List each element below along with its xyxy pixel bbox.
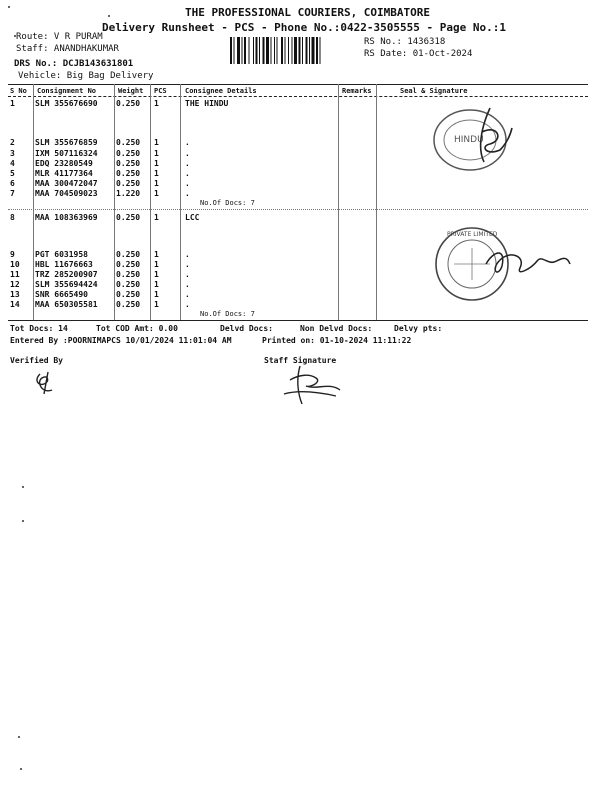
col-remarks: Remarks (342, 87, 372, 95)
total-docs: Tot Docs: 14 (10, 324, 68, 333)
table-row: 11 TRZ 285200907 0.250 1 . (10, 270, 190, 279)
runsheet-title: Delivery Runsheet - PCS - Phone No.:0422-3505555 - Page No.:1 (102, 21, 506, 34)
table-row: 5 MLR 41177364 0.250 1 . (10, 169, 190, 178)
stamp-2-text: PRIVATE LIMITED (447, 231, 498, 238)
group-doc-count: No.Of Docs: 7 (200, 199, 255, 207)
table-row: 14 MAA 650305581 0.250 1 . (10, 300, 190, 309)
table-row: 6 MAA 300472047 0.250 1 . (10, 179, 190, 188)
staff-signature (270, 360, 360, 408)
route-label: Route: V R PURAM (16, 32, 103, 42)
delivery-points: Delvy pts: (394, 324, 443, 333)
printed-on: Printed on: 01-10-2024 11:11:22 (262, 336, 412, 345)
drs-number: DRS No.: DCJB143631801 (14, 59, 134, 69)
staff-label: Staff: ANANDHAKUMAR (16, 44, 119, 54)
col-sno: S No (10, 87, 27, 95)
seal-stamp-1 (420, 100, 540, 180)
company-name: THE PROFESSIONAL COURIERS, COIMBATORE (185, 6, 431, 19)
staff-signature-label: Staff Signature (264, 356, 337, 365)
seal-stamp-2 (430, 220, 590, 310)
entered-by: Entered By :POORNIMAPCS 10/01/2024 11:01:04 AM (10, 336, 232, 345)
total-cod: Tot COD Amt: 0.00 (96, 324, 178, 333)
table-row: 2 SLM 355676859 0.250 1 . (10, 138, 190, 147)
non-delivered-docs: Non Delvd Docs: (300, 324, 373, 333)
delivered-docs: Delvd Docs: (220, 324, 273, 333)
table-row: 3 IXM 507116324 0.250 1 . (10, 149, 190, 158)
col-pcs: PCS (154, 87, 167, 95)
group-doc-count: No.Of Docs: 7 (200, 310, 255, 318)
table-row: 9 PGT 6031958 0.250 1 . (10, 250, 190, 259)
verified-by-label: Verified By (10, 356, 63, 365)
table-row: 8 MAA 108363969 0.250 1 LCC (10, 213, 200, 222)
rs-number: RS No.: 1436318 (364, 37, 446, 47)
col-consignment: Consignment No (37, 87, 97, 95)
verified-signature (30, 368, 70, 398)
table-row: 4 EDQ 23280549 0.250 1 . (10, 159, 190, 168)
rs-date: RS Date: 01-Oct-2024 (364, 49, 473, 59)
col-weight: Weight (118, 87, 144, 95)
table-row: 7 MAA 704509023 1.220 1 . (10, 189, 190, 198)
table-row: 10 HBL 11676663 0.250 1 . (10, 260, 190, 269)
barcode (230, 37, 355, 64)
stamp-1-text: HINDU (454, 135, 484, 145)
col-seal: Seal & Signature (400, 87, 468, 95)
col-consignee: Consignee Details (185, 87, 257, 95)
table-row: 12 SLM 355694424 0.250 1 . (10, 280, 190, 289)
table-row: 1 SLM 355676690 0.250 1 THE HINDU (10, 99, 229, 108)
vehicle-label: Vehicle: Big Bag Delivery (18, 71, 154, 81)
table-row: 13 SNR 6665490 0.250 1 . (10, 290, 190, 299)
